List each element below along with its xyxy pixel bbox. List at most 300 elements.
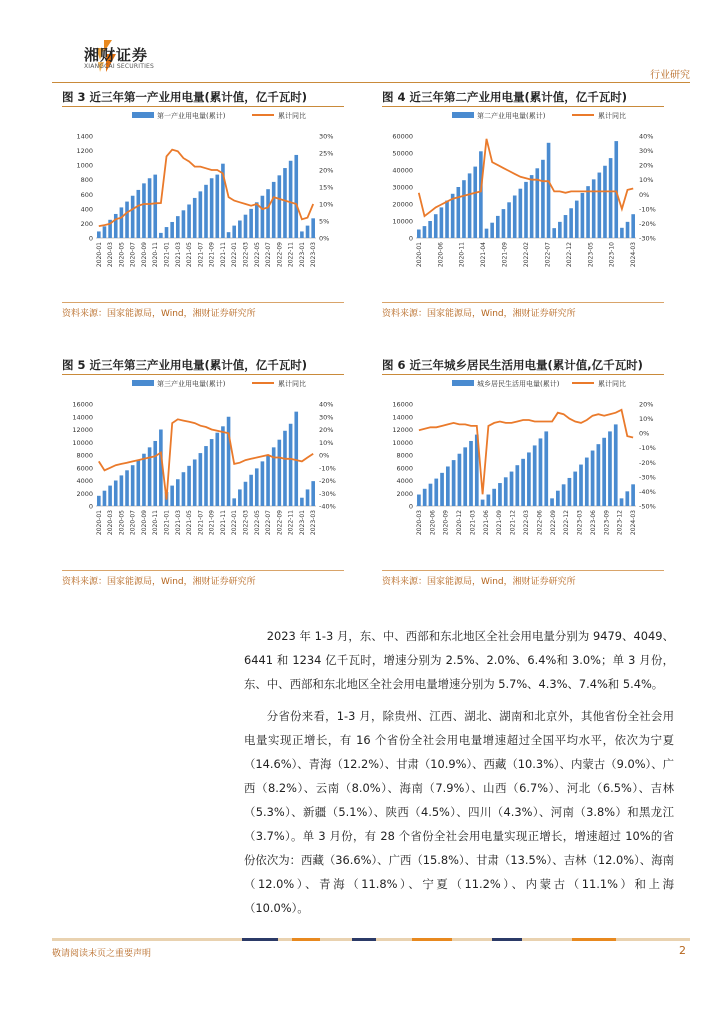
legend-bar-label: 城乡居民生活用电量(累计) — [477, 380, 560, 388]
bar — [417, 230, 421, 239]
y-right-tick-label: -30% — [319, 489, 336, 498]
y-left-tick-label: 2000 — [396, 489, 413, 498]
y-left-tick-label: 8000 — [76, 451, 93, 460]
x-tick-label: 2022-06 — [536, 510, 544, 536]
bar — [294, 412, 298, 506]
report-category: 行业研究 — [650, 70, 690, 81]
bar — [306, 226, 310, 238]
bar — [440, 207, 444, 238]
figure-3 — [62, 88, 344, 320]
bar — [114, 214, 118, 238]
y-left-tick-label: 12000 — [72, 426, 93, 434]
bar — [193, 459, 197, 506]
chart-first-industry — [62, 108, 344, 288]
y-right-tick-label: 20% — [639, 161, 654, 170]
bar — [625, 491, 629, 506]
bar — [120, 207, 124, 238]
bar — [558, 222, 562, 238]
y-right-tick-label: -10% — [639, 444, 656, 453]
bar — [153, 175, 157, 238]
x-tick-label: 2020-05 — [118, 242, 126, 268]
bar — [272, 182, 276, 238]
y-left-tick-label: 10000 — [392, 438, 413, 447]
bar — [176, 216, 180, 238]
x-tick-label: 2021-03 — [174, 510, 182, 536]
y-left-tick-label: 0 — [408, 234, 413, 243]
bar — [289, 424, 293, 506]
y-left-tick-label: 60000 — [392, 132, 413, 141]
figure-source: 资料来源：国家能源局，Wind，湘财证券研究所 — [62, 309, 256, 319]
bar — [142, 183, 146, 238]
x-tick-label: 2021-03 — [174, 242, 182, 268]
bar — [199, 453, 203, 506]
y-right-tick-label: 25% — [319, 149, 334, 158]
x-tick-label: 2023-03 — [310, 510, 318, 536]
bar — [159, 233, 163, 238]
bar — [568, 478, 572, 506]
chart-third-industry — [62, 376, 344, 556]
x-tick-label: 2021-05 — [186, 242, 194, 268]
bar — [255, 202, 259, 238]
bar — [473, 167, 477, 238]
y-right-tick-label: 15% — [319, 183, 334, 192]
x-tick-label: 2023-01 — [298, 510, 306, 536]
bar — [527, 452, 531, 506]
legend-bar-label: 第二产业用电量(累计) — [477, 112, 546, 120]
bar — [530, 175, 534, 238]
bar — [97, 496, 101, 506]
logo-title: 湘财证券 — [84, 46, 149, 64]
bar — [170, 486, 174, 506]
legend-line-label: 累计同比 — [598, 112, 626, 120]
bar — [434, 479, 438, 506]
bar — [125, 202, 129, 238]
bar — [306, 489, 310, 506]
bar — [620, 228, 624, 238]
bar — [103, 491, 107, 506]
y-left-tick-label: 4000 — [76, 477, 93, 485]
y-right-tick-label: 10% — [639, 415, 654, 424]
x-tick-label: 2020-07 — [129, 510, 137, 536]
bar — [244, 215, 248, 238]
x-tick-label: 2022-05 — [253, 510, 261, 536]
y-right-tick-label: 0% — [639, 429, 650, 438]
y-right-tick-label: 30% — [319, 413, 334, 422]
bar — [614, 424, 618, 506]
line-series — [419, 410, 633, 495]
y-right-tick-label: -40% — [639, 487, 656, 496]
bar — [550, 498, 554, 506]
bar — [199, 191, 203, 238]
footer-disclaimer: 敬请阅读末页之重要声明 — [52, 949, 152, 959]
x-tick-label: 2022-05 — [253, 242, 261, 268]
x-tick-label: 2020-09 — [140, 242, 148, 268]
bar — [562, 484, 566, 506]
x-tick-label: 2020-12 — [456, 510, 464, 536]
y-left-tick-label: 8000 — [396, 451, 413, 460]
y-right-tick-label: -10% — [639, 205, 656, 214]
x-tick-label: 2020-03 — [107, 242, 115, 268]
bar — [445, 201, 449, 238]
chart-legend — [452, 111, 626, 120]
bar — [547, 143, 551, 238]
bar — [487, 495, 491, 506]
bar — [556, 491, 560, 506]
x-tick-label: 2022-03 — [523, 510, 530, 536]
chart-legend — [132, 111, 306, 120]
legend-bar-label: 第三产业用电量(累计) — [157, 380, 226, 388]
bar — [504, 477, 508, 506]
bar — [457, 187, 461, 238]
y-right-tick-label: -50% — [639, 502, 656, 511]
y-left-tick-label: 1000 — [76, 161, 93, 170]
y-left-tick-label: 400 — [80, 205, 93, 214]
y-right-tick-label: 40% — [639, 132, 654, 141]
y-right-tick-label: 10% — [639, 176, 654, 185]
x-tick-label: 2022-07 — [265, 242, 273, 268]
bar — [215, 433, 219, 506]
bar — [428, 221, 432, 238]
x-tick-label: 2020-01 — [95, 242, 103, 268]
bar — [170, 222, 174, 238]
x-tick-label: 2022-02 — [523, 242, 530, 268]
x-tick-label: 2021-01 — [163, 510, 171, 536]
bar — [221, 426, 225, 506]
bar — [440, 473, 444, 506]
x-tick-label: 2024-03 — [630, 242, 638, 268]
source-divider — [62, 302, 344, 303]
bar — [498, 483, 502, 506]
legend-bar-swatch — [452, 380, 474, 386]
bar — [165, 227, 169, 238]
chart-legend — [452, 379, 626, 388]
bar — [182, 210, 186, 238]
bar — [266, 189, 270, 238]
bar — [204, 185, 208, 238]
bar — [137, 460, 141, 506]
paragraph-regional: 2023 年 1-3 月，东、中、西部和东北地区全社会用电量分别为 9479、4049、6441 和 1234 亿千瓦时，增速分别为 2.5%、2.0%、6.4%和 3.0%；单 3 月份，东、中、西部和东北地区全社会用电量增速分别为 5.7%、4.3%、7.4%和 5.4%。 — [244, 629, 674, 691]
bar — [490, 223, 494, 238]
bar — [533, 445, 537, 506]
legend-bar-label: 第一产业用电量(累计) — [157, 112, 226, 120]
x-tick-label: 2021-01 — [163, 242, 171, 268]
body-text — [244, 624, 674, 920]
bar — [603, 166, 607, 238]
chart-second-industry — [382, 108, 664, 288]
figure-5 — [62, 356, 344, 588]
x-tick-label: 2024-03 — [630, 510, 638, 536]
bar — [451, 194, 455, 238]
header-divider — [52, 82, 690, 83]
bar — [278, 175, 282, 238]
y-right-tick-label: 0% — [319, 234, 330, 243]
y-left-tick-label: 0 — [88, 234, 93, 243]
bar — [249, 475, 253, 506]
legend-bar-swatch — [452, 112, 474, 118]
y-left-tick-label: 6000 — [76, 464, 93, 473]
bar — [620, 498, 624, 506]
bar — [148, 447, 152, 506]
bar — [573, 472, 577, 506]
y-left-tick-label: 1400 — [76, 132, 93, 141]
bar — [481, 500, 485, 506]
bar — [283, 431, 287, 506]
y-right-tick-label: 20% — [319, 166, 334, 175]
bar — [507, 202, 511, 238]
bar — [586, 186, 590, 238]
x-tick-label: 2023-09 — [603, 510, 611, 536]
x-tick-label: 2021-04 — [480, 242, 488, 268]
x-tick-label: 2021-09 — [208, 510, 216, 536]
bar — [539, 438, 543, 506]
x-tick-label: 2022-07 — [265, 510, 273, 536]
bar — [227, 417, 231, 506]
x-tick-label: 2020-06 — [429, 510, 437, 536]
bar — [591, 451, 595, 506]
y-left-tick-label: 1200 — [76, 147, 93, 156]
bar — [581, 193, 585, 238]
x-tick-label: 2021-05 — [186, 510, 194, 536]
bar — [289, 161, 293, 238]
x-tick-label: 2020-07 — [129, 242, 137, 268]
bar — [502, 209, 506, 238]
bar — [446, 466, 450, 506]
y-right-tick-label: 20% — [319, 426, 334, 434]
bar — [232, 498, 236, 506]
bar — [238, 221, 242, 238]
x-tick-label: 2021-11 — [219, 242, 227, 268]
x-tick-label: 2021-07 — [197, 510, 205, 536]
x-tick-label: 2022-07 — [544, 242, 552, 268]
bar — [266, 455, 270, 506]
bar — [598, 173, 602, 238]
figure-6 — [382, 356, 664, 588]
x-tick-label: 2020-11 — [458, 242, 466, 268]
bar — [462, 180, 466, 238]
y-left-tick-label: 40000 — [392, 166, 413, 175]
bar — [541, 160, 545, 238]
x-tick-label: 2021-06 — [482, 510, 490, 536]
y-right-tick-label: -30% — [639, 473, 656, 482]
source-divider — [382, 302, 664, 303]
x-tick-label: 2020-09 — [442, 510, 450, 536]
figure-title: 图 3 近三年第一产业用电量(累计值，亿千瓦时) — [62, 88, 344, 107]
bar — [97, 231, 101, 238]
bar — [227, 232, 231, 238]
y-left-tick-label: 2000 — [76, 489, 93, 498]
bar — [468, 173, 472, 238]
chart-residential — [382, 376, 664, 556]
bar — [496, 216, 500, 238]
bar — [552, 228, 556, 238]
y-right-tick-label: -30% — [639, 234, 656, 243]
x-tick-label: 2023-03 — [576, 510, 584, 536]
x-tick-label: 2020-03 — [415, 510, 423, 536]
bar — [519, 189, 523, 238]
bar — [215, 175, 219, 238]
y-right-tick-label: -20% — [639, 219, 656, 228]
bar — [148, 178, 152, 238]
y-right-tick-label: -20% — [639, 458, 656, 467]
x-tick-label: 2022-12 — [565, 242, 573, 268]
bar — [278, 440, 282, 506]
bar — [544, 431, 548, 506]
bar — [515, 465, 519, 506]
y-left-tick-label: 10000 — [72, 438, 93, 447]
x-tick-label: 2022-09 — [276, 242, 284, 268]
x-tick-label: 2021-03 — [469, 510, 477, 536]
y-left-tick-label: 14000 — [392, 413, 413, 422]
source-divider — [382, 570, 664, 571]
x-tick-label: 2023-01 — [298, 242, 306, 268]
bar — [579, 465, 583, 506]
bar — [524, 182, 528, 238]
y-right-tick-label: 40% — [319, 400, 334, 409]
y-left-tick-label: 4000 — [396, 477, 413, 485]
bar — [249, 209, 253, 238]
legend-line-label: 累计同比 — [598, 380, 626, 388]
x-tick-label: 2021-09 — [208, 242, 216, 268]
y-right-tick-label: 10% — [319, 438, 334, 447]
bar — [614, 141, 618, 238]
y-left-tick-label: 800 — [80, 176, 93, 185]
x-tick-label: 2020-01 — [95, 510, 103, 536]
x-tick-label: 2021-07 — [197, 242, 205, 268]
y-left-tick-label: 10000 — [392, 217, 413, 226]
bar — [311, 218, 315, 238]
bar — [434, 214, 438, 238]
figure-title: 图 4 近三年第二产业用电量(累计值，亿千瓦时) — [382, 88, 664, 107]
y-left-tick-label: 16000 — [392, 400, 413, 409]
x-tick-label: 2022-09 — [276, 510, 284, 536]
figure-source: 资料来源：国家能源局，Wind，湘财证券研究所 — [62, 577, 256, 587]
x-tick-label: 2020-01 — [415, 242, 423, 268]
y-right-tick-label: -40% — [319, 502, 336, 511]
bar — [463, 447, 467, 506]
bar — [187, 466, 191, 506]
bar — [193, 198, 197, 238]
bar — [417, 495, 421, 506]
bar — [423, 226, 427, 238]
bar — [608, 431, 612, 506]
bar — [521, 459, 525, 506]
y-left-tick-label: 6000 — [396, 464, 413, 473]
figure-source: 资料来源：国家能源局，Wind，湘财证券研究所 — [382, 309, 576, 319]
bar — [210, 178, 214, 238]
y-right-tick-label: 5% — [319, 217, 330, 226]
bar — [103, 226, 107, 238]
bar — [300, 498, 304, 506]
y-left-tick-label: 0 — [408, 502, 413, 511]
y-right-tick-label: 30% — [319, 132, 334, 141]
y-left-tick-label: 12000 — [392, 426, 413, 434]
figure-4 — [382, 88, 664, 320]
bar — [238, 489, 242, 506]
bar — [458, 454, 462, 506]
x-tick-label: 2020-06 — [437, 242, 445, 268]
y-right-tick-label: 20% — [639, 400, 654, 409]
bar — [108, 486, 112, 506]
bar — [311, 481, 315, 506]
bar — [631, 214, 635, 238]
bar — [120, 475, 124, 506]
page-header — [0, 0, 724, 90]
x-tick-label: 2022-03 — [242, 242, 250, 268]
y-left-tick-label: 200 — [80, 219, 93, 228]
figure-title: 图 6 近三年城乡居民生活用电量(累计值,亿千瓦时) — [382, 356, 664, 375]
x-tick-label: 2022-03 — [242, 510, 250, 536]
bar — [479, 151, 483, 238]
bar — [204, 446, 208, 506]
y-left-tick-label: 0 — [88, 502, 93, 511]
bar — [137, 190, 141, 238]
y-left-tick-label: 16000 — [72, 400, 93, 409]
chart-legend — [132, 379, 306, 388]
y-right-tick-label: 0% — [319, 451, 330, 460]
footer-decor-bar — [52, 938, 690, 941]
bar — [300, 231, 304, 238]
bar — [131, 465, 135, 506]
x-tick-label: 2020-11 — [152, 242, 160, 268]
bar — [182, 472, 186, 506]
logo-subtitle: XIANGCAI SECURITIES — [84, 63, 155, 70]
x-tick-label: 2021-12 — [509, 510, 517, 536]
bar — [510, 472, 514, 506]
y-left-tick-label: 20000 — [392, 200, 413, 209]
bar — [452, 460, 456, 506]
bar — [261, 461, 265, 506]
bar — [585, 458, 589, 506]
bar — [232, 226, 236, 238]
y-right-tick-label: -20% — [319, 477, 336, 485]
bar — [569, 208, 573, 238]
y-left-tick-label: 30000 — [392, 183, 413, 192]
page-number: 2 — [679, 944, 686, 957]
figure-title: 图 5 近三年第三产业用电量(累计值，亿千瓦时) — [62, 356, 344, 375]
bar — [469, 441, 473, 506]
x-tick-label: 2022-09 — [549, 510, 557, 536]
bar — [513, 196, 517, 239]
bar — [492, 489, 496, 506]
x-tick-label: 2022-11 — [287, 510, 295, 536]
bar — [125, 470, 129, 506]
x-tick-label: 2020-09 — [140, 510, 148, 536]
bar — [423, 489, 427, 506]
x-tick-label: 2023-06 — [589, 510, 597, 536]
bar — [535, 168, 539, 238]
bar — [261, 196, 265, 238]
bar — [114, 481, 118, 507]
bar — [142, 454, 146, 506]
bar — [564, 215, 568, 238]
x-tick-label: 2022-11 — [287, 242, 295, 268]
x-tick-label: 2020-11 — [152, 510, 160, 536]
legend-bar-swatch — [132, 380, 154, 386]
legend-line-label: 累计同比 — [278, 112, 306, 120]
bar — [244, 482, 248, 506]
paragraph-provincial: 分省份来看，1-3 月，除贵州、江西、湖北、湖南和北京外，其他省份全社会用电量实现正增长，有 16 个省份全社会用电量增速超过全国平均水平，依次为宁夏（14.6%）、青海（12.2%）、甘肃（10.9%）、西藏（10.3%）、内蒙古（9.0%）、广西（8.2%）、云南（8.0%）、海南（7.9%）、山西（6.7%）、河北（6.5%）、吉林（5.3%）、新疆（5.1%）、陕西（4.5%）、四川（4.3%）、河南（3.8%）和黑龙江（3.7%）。单 3 月份，有 28 个省份全社会用电量实现正增长，增速超过 10%的省份依次为：西藏（36.6%）、广西（15.8%）、甘肃（13.5%）、吉林（12.0%）、海南（12.0%）、青海（11.8%）、宁夏（11.2%）、内蒙古（11.1%）和上海（10.0%）。 — [244, 709, 674, 915]
x-tick-label: 2021-11 — [219, 510, 227, 536]
bar — [602, 438, 606, 506]
source-divider — [62, 570, 344, 571]
x-tick-label: 2022-01 — [231, 510, 239, 536]
bar — [294, 155, 298, 238]
x-tick-label: 2023-10 — [608, 242, 616, 268]
y-left-tick-label: 600 — [80, 190, 93, 199]
y-right-tick-label: 0% — [639, 190, 650, 199]
bar — [485, 229, 489, 238]
x-tick-label: 2022-12 — [563, 510, 571, 536]
